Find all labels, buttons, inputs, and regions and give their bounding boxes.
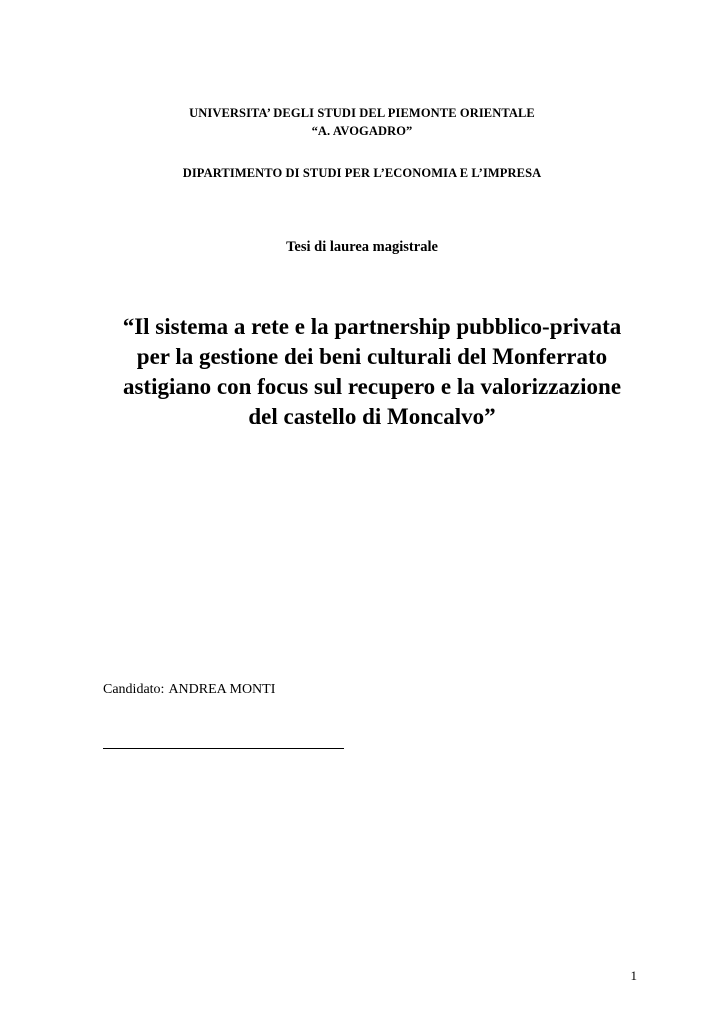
- candidate-info: [103, 682, 275, 698]
- candidate-label: Candidato:: [103, 682, 165, 697]
- page-number: 1: [630, 968, 637, 983]
- thesis-title-line-1: “Il sistema a rete e la partnership pubblico-privata: [122, 314, 622, 339]
- thesis-title-line-2: per la gestione dei beni culturali del Monferrato: [136, 344, 608, 369]
- department-name: DIPARTIMENTO DI STUDI PER L’ECONOMIA E L’IMPRESA: [182, 166, 542, 180]
- thesis-title-line-4: del castello di Moncalvo”: [248, 404, 496, 429]
- university-subtitle: “A. AVOGADRO”: [311, 124, 413, 138]
- thesis-type: Tesi di laurea magistrale: [286, 239, 438, 255]
- university-name: UNIVERSITA’ DEGLI STUDI DEL PIEMONTE ORIENTALE: [189, 106, 535, 120]
- thesis-title: [80, 312, 664, 432]
- signature-line: [103, 748, 344, 749]
- candidate-name: ANDREA MONTI: [168, 682, 276, 697]
- thesis-title-line-3: astigiano con focus sul recupero e la valorizzazione: [122, 374, 622, 399]
